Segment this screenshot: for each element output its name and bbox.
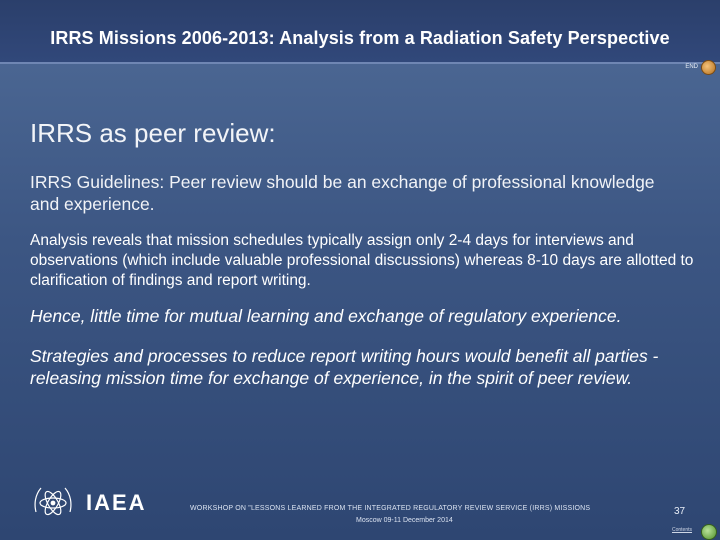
end-label: END [685, 64, 698, 70]
slide-footer [0, 472, 720, 540]
page-number: 37 [674, 506, 686, 517]
contents-link[interactable]: Contents [672, 527, 693, 533]
iaea-atom-wreath-icon [30, 482, 76, 524]
workshop-title: WORKSHOP ON "LESSONS LEARNED FROM THE INTEGRATED REGULATORY REVIEW SERVICE (IRRS) MISSIONS [190, 505, 591, 512]
workshop-date: Moscow 09-11 December 2014 [356, 517, 453, 524]
next-button[interactable] [701, 524, 717, 540]
hence-text: Hence, little time for mutual learning and exchange of regulatory experience. [30, 306, 622, 326]
slide-content [30, 118, 710, 389]
guidelines-text: IRRS Guidelines: Peer review should be an exchange of professional knowledge and experience. [30, 172, 655, 214]
slide-header [0, 0, 720, 64]
end-button[interactable] [701, 60, 716, 75]
header-title: IRRS Missions 2006-2013: Analysis from a Radiation Safety Perspective [50, 28, 670, 48]
logo-text: IAEA [86, 490, 147, 515]
iaea-logo [30, 482, 147, 524]
strategies-text: Strategies and processes to reduce report writing hours would benefit all parties - releasing mission time for exchange of experience, in the spirit of peer review. [30, 346, 659, 388]
slide-heading: IRRS as peer review: [30, 118, 276, 148]
analysis-text: Analysis reveals that mission schedules typically assign only 2-4 days for interviews and observations (which include valuable professional discussions) whereas 8-10 days are allotted to clarification of findings and report writing. [30, 232, 694, 289]
